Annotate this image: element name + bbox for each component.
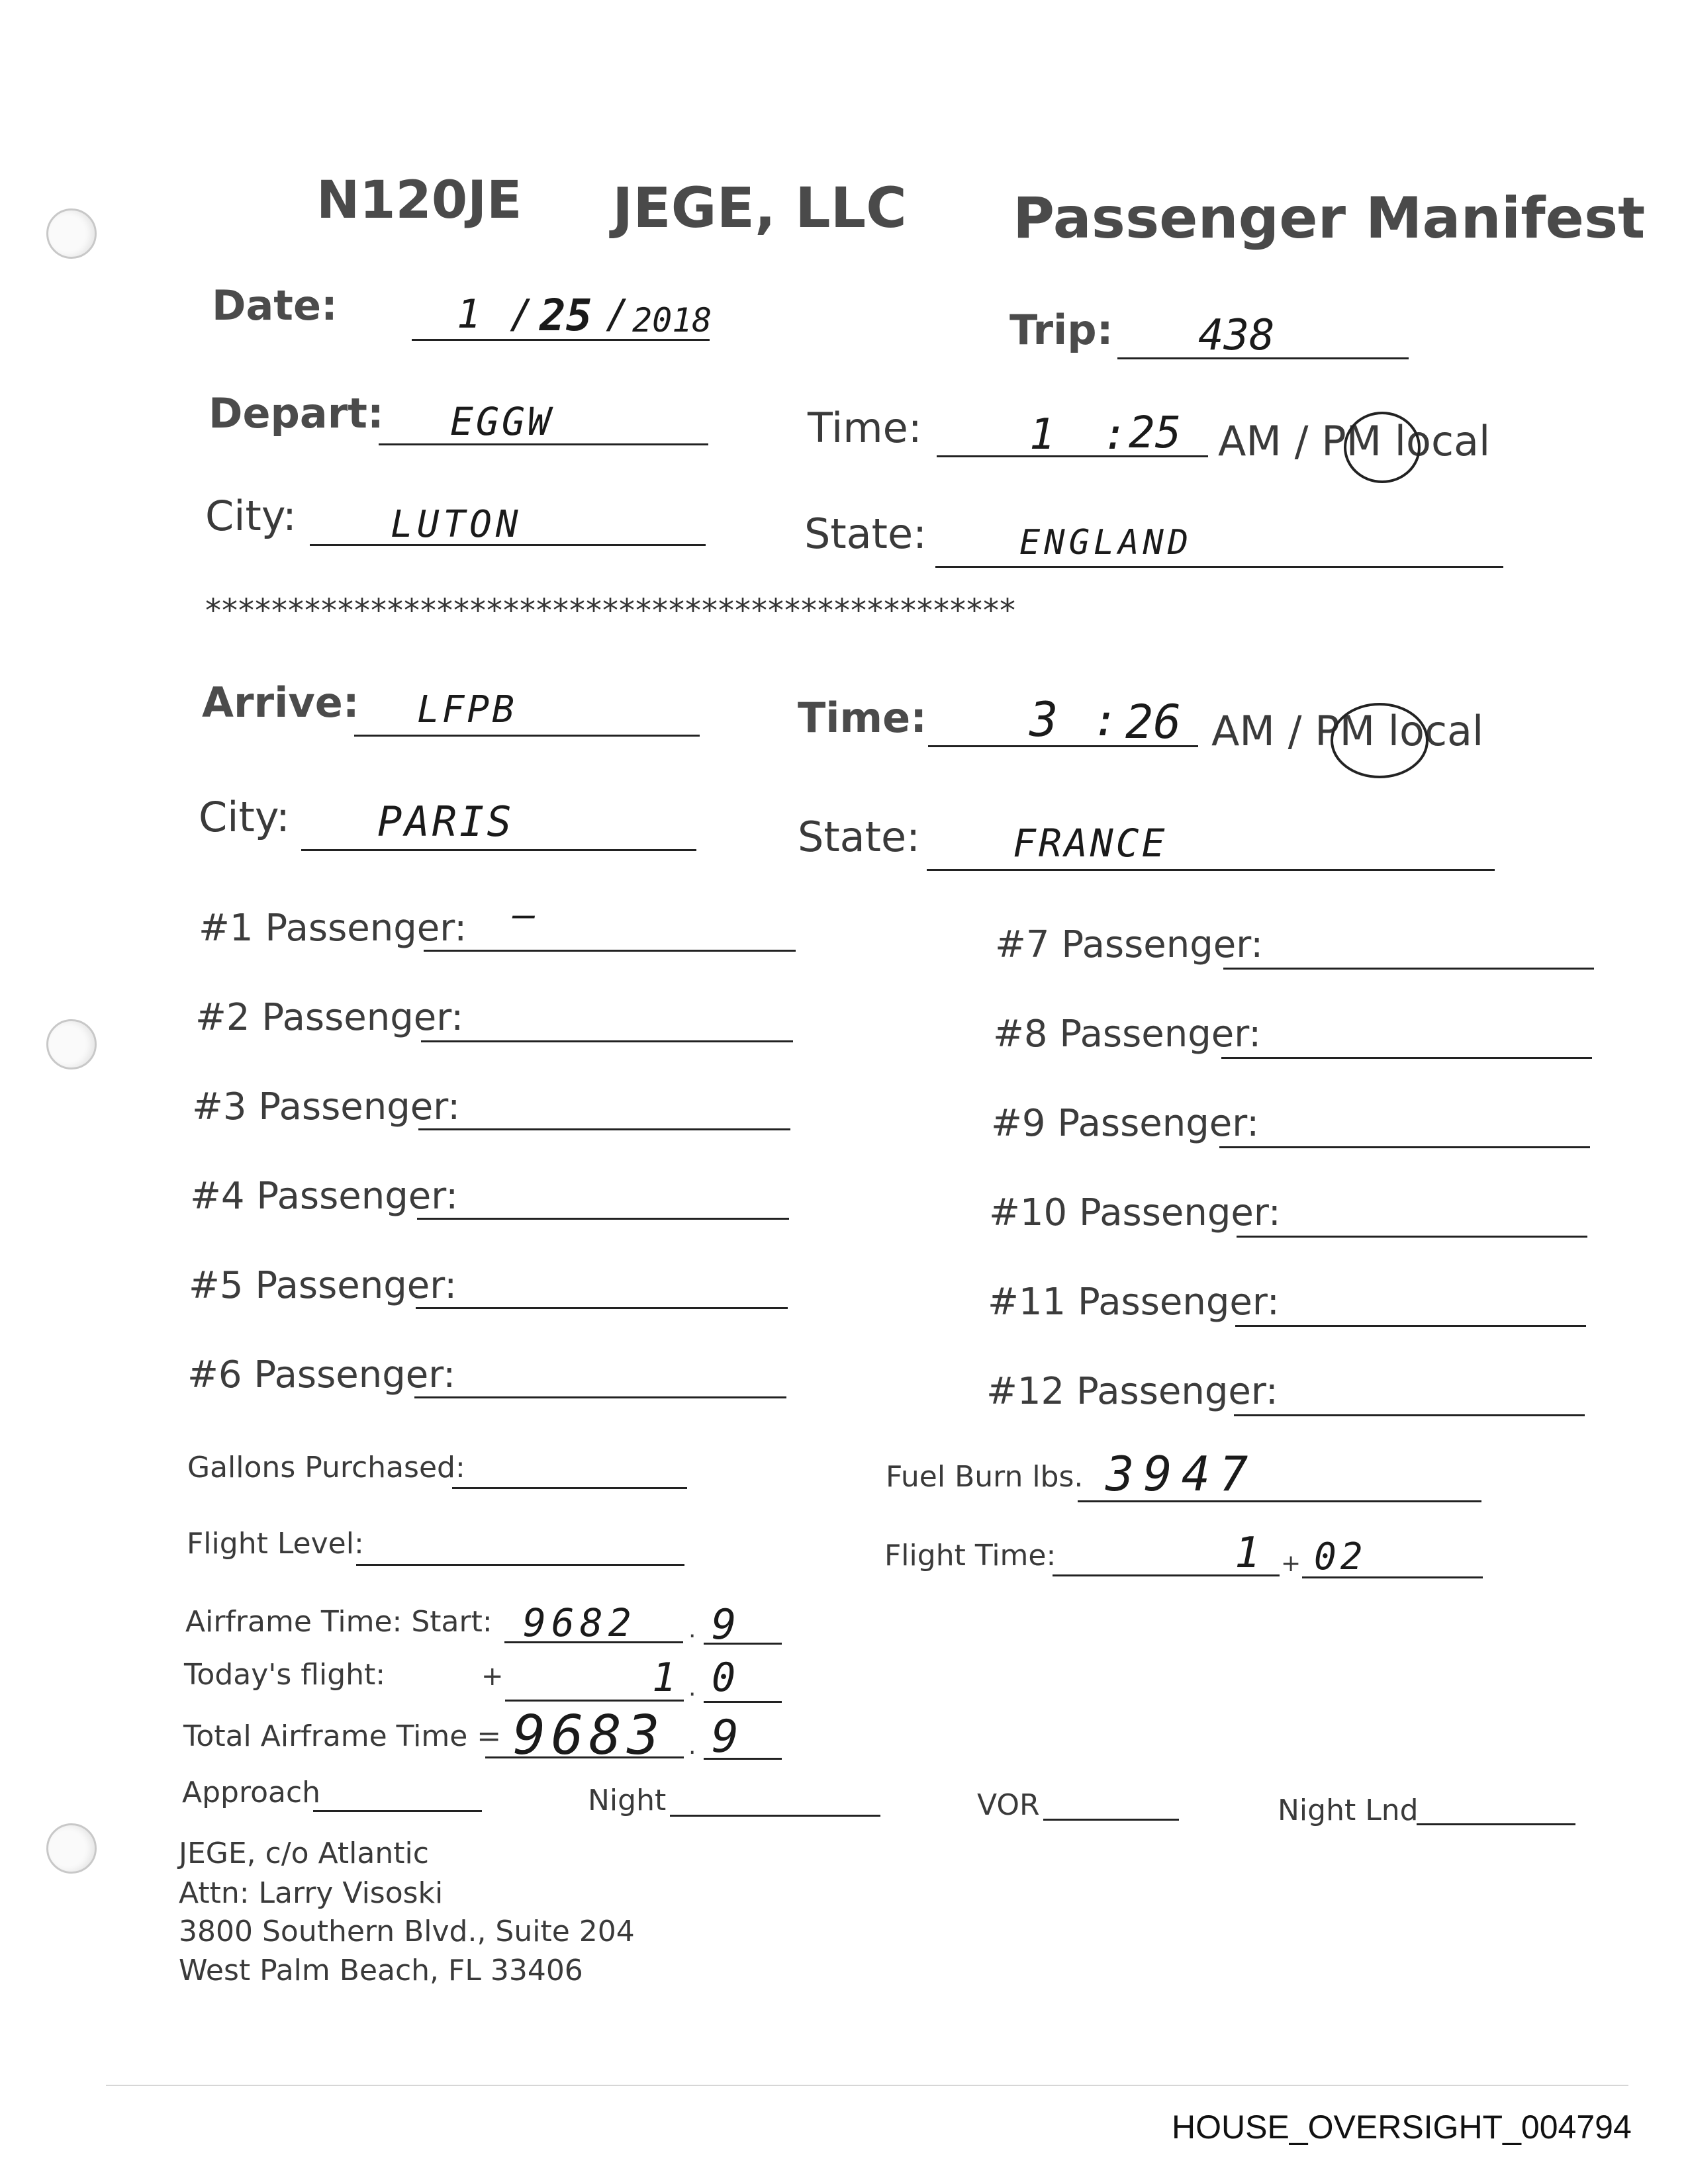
address-line-1: JEGE, c/o Atlantic [179,1837,429,1870]
passenger-8-line [1221,1057,1592,1059]
passenger-5-line [416,1307,788,1309]
depart-state-value: ENGLAND [1019,523,1193,563]
separator-asterisks: ************************************************* [205,592,1016,629]
passenger-5-label: #5 Passenger: [189,1264,457,1307]
passenger-12-line [1234,1414,1585,1416]
page-bottom-edge [106,2085,1628,2086]
todays-flight-line-tenth [704,1701,782,1703]
date-slash-2: / [606,291,630,338]
depart-time-hour: 1 [1029,410,1055,459]
arrive-time-min: 26 [1125,695,1182,749]
bates-number: HOUSE_OVERSIGHT_004794 [1172,2109,1632,2146]
depart-state-label: State: [804,510,927,558]
arrive-state-label: State: [798,813,921,861]
passenger-11-label: #11 Passenger: [988,1281,1280,1324]
passenger-9-label: #9 Passenger: [991,1102,1260,1145]
passenger-7-line [1223,968,1594,970]
date-label: Date: [212,281,338,330]
todays-flight-whole: 1 [652,1655,677,1701]
flight-level-label: Flight Level: [187,1527,364,1561]
approach-label: Approach [182,1776,321,1809]
depart-time-min: 25 [1129,407,1182,458]
arrive-city-value: PARIS [377,797,514,846]
night-lnd-label: Night Lnd [1278,1794,1419,1827]
flight-time-label: Flight Time: [884,1539,1056,1572]
passenger-3-line [418,1128,790,1130]
arrive-city-label: City: [199,793,290,841]
address-line-4: West Palm Beach, FL 33406 [179,1954,583,1987]
trip-value: 438 [1198,311,1275,360]
passenger-3-label: #3 Passenger: [192,1085,461,1128]
vor-line [1043,1819,1179,1821]
depart-pm-circle [1344,412,1421,483]
total-airframe-dot: . [688,1733,696,1760]
fuel-burn-value: 3947 [1105,1446,1258,1502]
date-day: 25 [539,290,592,341]
passenger-8-label: #8 Passenger: [993,1013,1262,1056]
date-slash-1: / [510,291,534,338]
passenger-6-label: #6 Passenger: [187,1353,456,1396]
arrive-ampm-local: AM / PM local [1211,707,1484,755]
arrive-label: Arrive: [202,678,359,727]
arrive-time-hour: 3 [1029,692,1058,747]
arrive-time-label: Time: [798,694,927,742]
passenger-12-label: #12 Passenger: [986,1370,1278,1413]
depart-ampm-local: AM / PM local [1218,417,1491,465]
passenger-7-label: #7 Passenger: [995,923,1264,966]
arrive-time-colon: : [1092,695,1119,746]
night-label: Night [588,1784,667,1817]
gallons-label: Gallons Purchased: [187,1451,465,1484]
arrive-pm-circle [1331,703,1429,778]
depart-state-line [935,566,1503,568]
passenger-11-line [1235,1325,1586,1327]
binder-hole-top [46,208,97,259]
passenger-1-value: – [513,893,536,936]
fuel-burn-label: Fuel Burn lbs. [886,1460,1084,1494]
date-year: 2018 [632,301,712,340]
passenger-1-line [424,950,796,952]
passenger-9-line [1219,1146,1590,1148]
passenger-1-label: #1 Passenger: [199,907,467,950]
company-name: JEGE, LLC [612,175,907,240]
passenger-2-label: #2 Passenger: [195,996,464,1039]
passenger-6-line [414,1396,786,1398]
total-airframe-label: Total Airframe Time = [183,1719,502,1753]
passenger-4-line [417,1218,789,1220]
arrive-value: LFPB [417,688,517,731]
depart-city-label: City: [205,492,297,540]
tail-number: N120JE [316,171,522,230]
approach-line [313,1810,482,1812]
flight-level-line [356,1564,684,1566]
todays-flight-label: Today's flight: [184,1658,386,1692]
flight-time-min: 02 [1314,1535,1367,1578]
todays-flight-dot: . [688,1674,696,1702]
address-line-3: 3800 Southern Blvd., Suite 204 [179,1915,635,1948]
night-line [670,1815,880,1817]
airframe-start-whole: 9682 [523,1600,637,1645]
arrive-state-value: FRANCE [1013,821,1168,866]
depart-time-colon: : [1102,410,1128,459]
binder-hole-bottom [46,1823,97,1874]
depart-city-value: LUTON [391,503,522,546]
vor-label: VOR [977,1788,1040,1822]
page-title: Passenger Manifest [1013,185,1646,251]
airframe-start-label: Airframe Time: Start: [185,1605,492,1639]
night-lnd-line [1417,1823,1575,1825]
airframe-start-dot: . [688,1616,696,1643]
passenger-10-label: #10 Passenger: [989,1191,1281,1234]
flight-time-hours: 1 [1235,1529,1260,1578]
trip-label: Trip: [1009,306,1113,354]
arrive-state-line [927,869,1495,871]
flight-time-plus: + [1281,1550,1301,1577]
depart-value: EGGW [450,399,553,444]
date-month: 1 [457,291,481,338]
total-airframe-tenth: 9 [712,1711,739,1763]
gallons-line [452,1487,687,1489]
total-airframe-whole: 9683 [513,1704,665,1767]
todays-flight-plus: + [481,1661,504,1692]
passenger-2-line [421,1040,793,1042]
airframe-start-tenth: 9 [712,1600,737,1649]
arrive-line [354,735,700,737]
passenger-10-line [1237,1236,1587,1238]
arrive-city-line [301,849,696,851]
address-line-2: Attn: Larry Visoski [179,1876,444,1910]
binder-hole-middle [46,1019,97,1069]
depart-time-label: Time: [808,404,922,452]
todays-flight-tenth: 0 [712,1655,736,1701]
depart-label: Depart: [209,389,384,437]
passenger-4-label: #4 Passenger: [190,1175,459,1218]
